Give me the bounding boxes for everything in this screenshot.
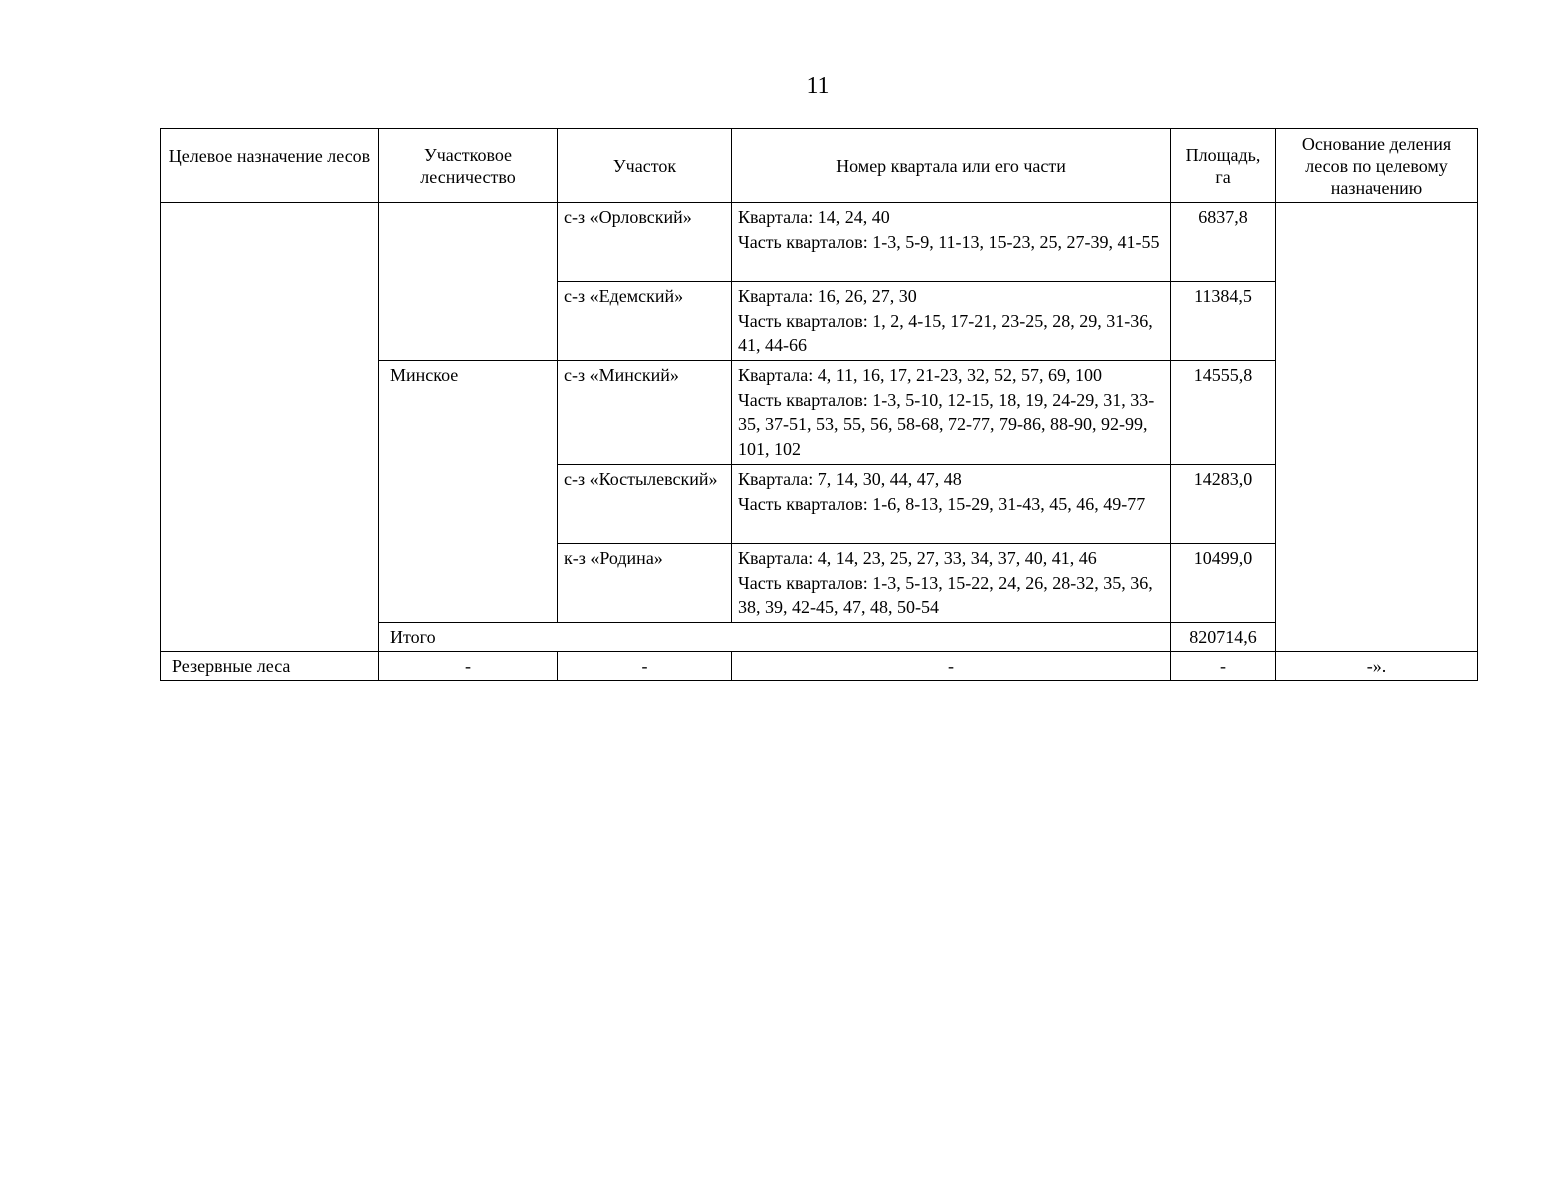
forest-division-table (160, 128, 1478, 681)
reserve-forestry: - (379, 652, 558, 681)
reserve-area: - (1171, 652, 1276, 681)
page-number: 11 (806, 73, 830, 99)
plot-cell: с-з «Минский» (558, 361, 732, 465)
plot-cell: с-з «Костылевский» (558, 465, 732, 544)
quarters-partial: Часть кварталов: 1-6, 8-13, 15-29, 31-43, 45, 46, 49-77 (738, 493, 1146, 514)
reserve-basis: -». (1276, 652, 1478, 681)
reserve-quarters: - (732, 652, 1171, 681)
area-cell: 6837,8 (1171, 203, 1276, 282)
header-quarter-number: Номер квартала или его части (732, 129, 1171, 203)
header-purpose: Целевое назначение лесов (161, 129, 379, 203)
area-cell: 10499,0 (1171, 544, 1276, 623)
quarters-full: Квартала: 7, 14, 30, 44, 47, 48 (738, 469, 962, 489)
quarters-cell (732, 361, 1171, 465)
quarters-full: Квартала: 16, 26, 27, 30 (738, 286, 917, 306)
quarters-cell (732, 544, 1171, 623)
quarters-cell (732, 203, 1171, 282)
quarters-full: Квартала: 14, 24, 40 (738, 207, 890, 227)
area-cell: 11384,5 (1171, 282, 1276, 361)
quarters-partial: Часть кварталов: 1, 2, 4-15, 17-21, 23-25, 28, 29, 31-36, 41, 44-66 (738, 310, 1153, 355)
quarters-cell (732, 465, 1171, 544)
reserve-plot: - (558, 652, 732, 681)
quarters-full: Квартала: 4, 11, 16, 17, 21-23, 32, 52, 57, 69, 100 (738, 365, 1103, 385)
area-cell: 14283,0 (1171, 465, 1276, 544)
header-forestry: Участковое лесничество (379, 129, 558, 203)
header-area: Площадь, га (1171, 129, 1276, 203)
total-area: 820714,6 (1171, 623, 1276, 652)
header-plot: Участок (558, 129, 732, 203)
quarters-cell (732, 282, 1171, 361)
total-label: Итого (379, 623, 1171, 652)
reserve-row (161, 652, 1478, 681)
table-row (161, 203, 1478, 282)
area-cell: 14555,8 (1171, 361, 1276, 465)
quarters-partial: Часть кварталов: 1-3, 5-13, 15-22, 24, 26, 28-32, 35, 36, 38, 39, 42-45, 47, 48, 50-54 (738, 572, 1153, 617)
forestry-cell: Минское (379, 361, 558, 623)
basis-cell (1276, 203, 1478, 652)
table-header-row (161, 129, 1478, 203)
quarters-partial: Часть кварталов: 1-3, 5-9, 11-13, 15-23, 25, 27-39, 41-55 (738, 231, 1160, 252)
quarters-partial: Часть кварталов: 1-3, 5-10, 12-15, 18, 19, 24-29, 31, 33-35, 37-51, 53, 55, 56, 58-68, 72-77, 79-86, 88-90, 92-99, 101, 102 (738, 389, 1155, 459)
plot-cell: к-з «Родина» (558, 544, 732, 623)
quarters-full: Квартала: 4, 14, 23, 25, 27, 33, 34, 37, 40, 41, 46 (738, 548, 1097, 568)
plot-cell: с-з «Едемский» (558, 282, 732, 361)
forestry-cell (379, 203, 558, 361)
header-basis: Основание деления лесов по целевому назначению (1276, 129, 1478, 203)
purpose-cell (161, 203, 379, 652)
plot-cell: с-з «Орловский» (558, 203, 732, 282)
reserve-purpose: Резервные леса (161, 652, 379, 681)
